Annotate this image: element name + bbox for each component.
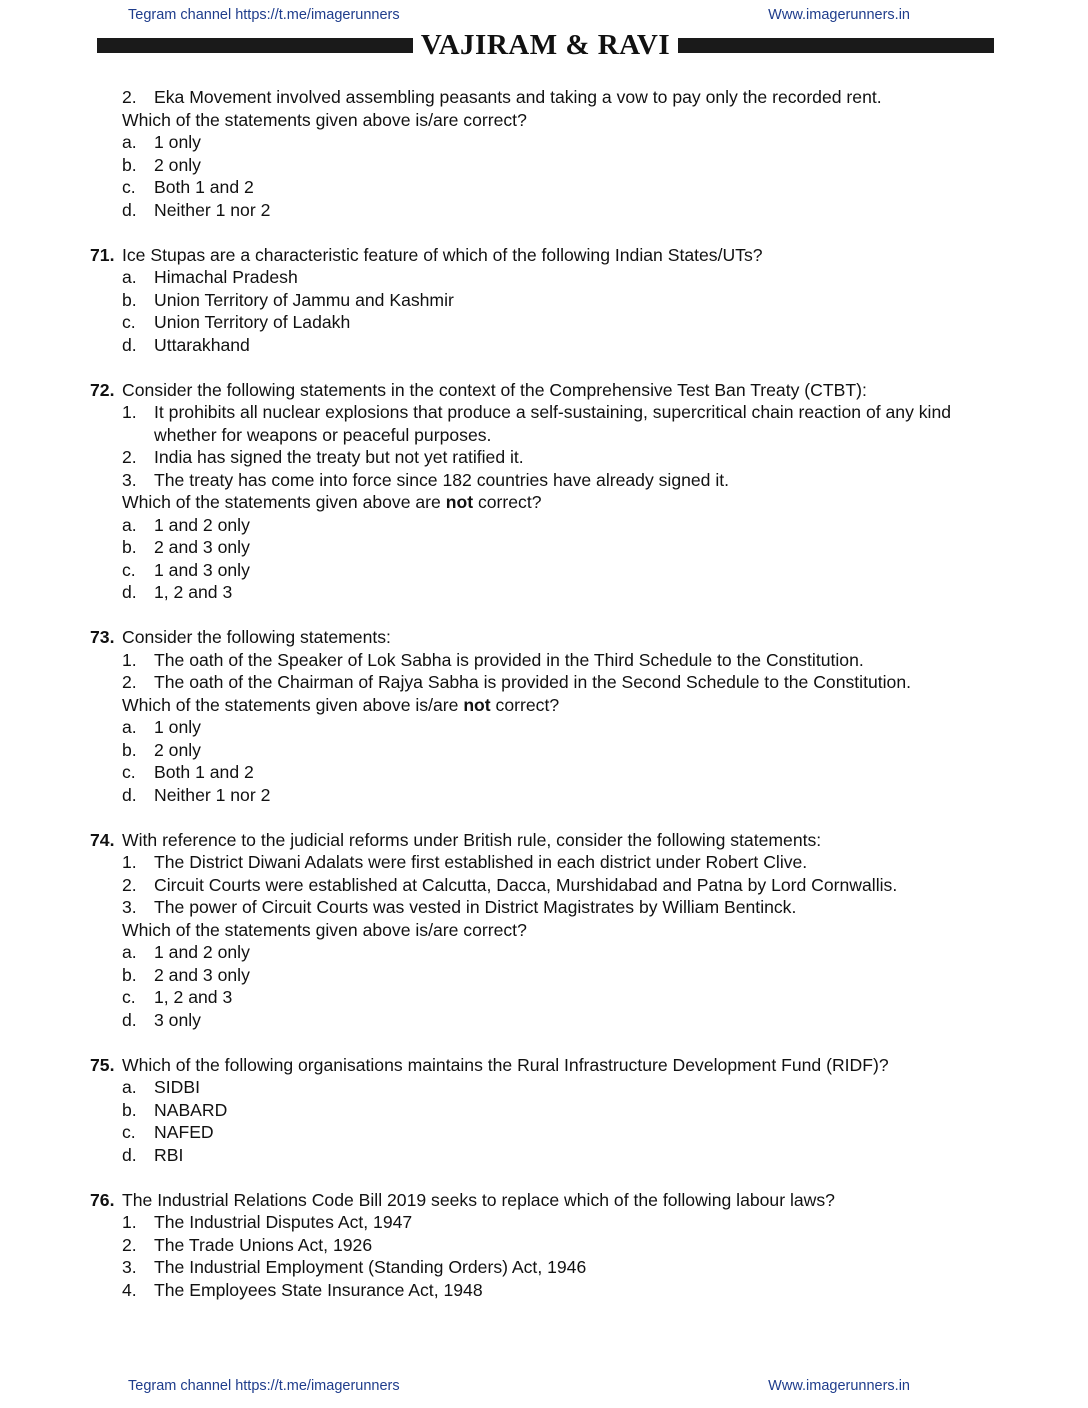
header-links xyxy=(128,7,910,23)
question-76 xyxy=(90,1189,1010,1302)
option: b. Union Territory of Jammu and Kashmir xyxy=(122,289,454,310)
website-link[interactable]: Www.imagerunners.in xyxy=(768,7,910,23)
statement: 3. The Industrial Employment (Standing Orders) Act, 1946 xyxy=(122,1257,587,1277)
statement: 2. India has signed the treaty but not yet ratified it. xyxy=(122,447,524,467)
option: b. 2 only xyxy=(122,154,201,175)
statement: 4. The Employees State Insurance Act, 1948 xyxy=(122,1279,483,1300)
statement: 3. The treaty has come into force since 182 countries have already signed it. xyxy=(122,469,730,490)
option: d. Neither 1 nor 2 xyxy=(122,784,271,805)
question-prompt: Which of the statements given above is/are correct? xyxy=(122,109,527,130)
question-stem xyxy=(90,1189,1010,1212)
question-75 xyxy=(90,1054,1010,1167)
banner-bar-right xyxy=(678,38,994,53)
option: c. Both 1 and 2 xyxy=(122,177,254,197)
question-73 xyxy=(90,626,1010,806)
banner-bar-left xyxy=(97,38,413,53)
telegram-link[interactable]: Tegram channel https://t.me/imagerunners xyxy=(128,7,400,23)
brand-title: VAJIRAM & RAVI xyxy=(420,29,671,61)
question-number: 71. xyxy=(90,244,115,265)
statement: 1. It prohibits all nuclear explosions that produce a self-sustaining, supercritical chain reaction of any kind whether for weapons or peaceful purposes. xyxy=(122,402,952,445)
question-text: Ice Stupas are a characteristic feature of which of the following Indian States/UTs? xyxy=(122,244,763,265)
option: d. Neither 1 nor 2 xyxy=(122,199,271,220)
option: c. NAFED xyxy=(122,1122,214,1142)
statement: 1. The Industrial Disputes Act, 1947 xyxy=(122,1212,413,1232)
footer-links xyxy=(128,1378,910,1394)
brand-banner xyxy=(97,30,994,60)
option: c. 1, 2 and 3 xyxy=(122,987,233,1007)
question-stem xyxy=(90,244,1010,267)
question-text: Consider the following statements: xyxy=(122,627,391,647)
question-prompt: Which of the statements given above are not correct? xyxy=(122,492,542,512)
website-link[interactable]: Www.imagerunners.in xyxy=(768,1378,910,1394)
question-number: 73. xyxy=(90,627,115,647)
question-text: Consider the following statements in the context of the Comprehensive Test Ban Treaty (CTBT): xyxy=(122,379,867,400)
option: a. 1 and 2 only xyxy=(122,942,250,962)
question-text: The Industrial Relations Code Bill 2019 seeks to replace which of the following labour laws? xyxy=(122,1189,835,1210)
statement: 3. The power of Circuit Courts was vested in District Magistrates by William Bentinck. xyxy=(122,897,797,917)
question-stem xyxy=(90,829,1010,852)
option: d. RBI xyxy=(122,1144,184,1165)
question-72 xyxy=(90,379,1010,604)
option: d. 3 only xyxy=(122,1009,201,1030)
question-71 xyxy=(90,244,1010,357)
option: a. Himachal Pradesh xyxy=(122,267,298,287)
question-70-continued xyxy=(90,86,1010,221)
option: c. Union Territory of Ladakh xyxy=(122,312,351,332)
option: a. 1 only xyxy=(122,132,201,152)
statement: 2. The Trade Unions Act, 1926 xyxy=(122,1234,373,1255)
statement: 2. Eka Movement involved assembling peasants and taking a vow to pay only the recorded rent. xyxy=(122,87,882,107)
emphasis-not: not xyxy=(445,492,474,512)
question-number: 74. xyxy=(90,829,115,850)
emphasis-not: not xyxy=(463,694,491,715)
option: a. 1 and 2 only xyxy=(122,514,250,535)
question-number: 72. xyxy=(90,379,115,400)
statement: 1. The District Diwani Adalats were first established in each district under Robert Clive. xyxy=(122,852,808,872)
option: c. Both 1 and 2 xyxy=(122,762,254,782)
option: b. 2 and 3 only xyxy=(122,537,250,557)
option: d. Uttarakhand xyxy=(122,334,250,355)
telegram-link[interactable]: Tegram channel https://t.me/imagerunners xyxy=(128,1378,400,1394)
question-74 xyxy=(90,829,1010,1032)
option: d. 1, 2 and 3 xyxy=(122,582,233,602)
question-stem xyxy=(90,379,1010,402)
option: a. SIDBI xyxy=(122,1077,200,1097)
statement: 2. Circuit Courts were established at Calcutta, Dacca, Murshidabad and Patna by Lord Cornwallis. xyxy=(122,874,898,895)
question-number: 75. xyxy=(90,1054,115,1075)
option: b. 2 and 3 only xyxy=(122,964,250,985)
option: a. 1 only xyxy=(122,717,201,737)
question-text: Which of the following organisations maintains the Rural Infrastructure Development Fund (RIDF)? xyxy=(122,1054,889,1075)
question-stem xyxy=(90,1054,1010,1077)
option: c. 1 and 3 only xyxy=(122,559,250,580)
question-content xyxy=(90,86,1010,1301)
statement: 1. The oath of the Speaker of Lok Sabha is provided in the Third Schedule to the Constitution. xyxy=(122,649,864,670)
question-prompt: Which of the statements given above is/are not correct? xyxy=(122,694,560,715)
question-stem xyxy=(90,626,1010,649)
question-prompt: Which of the statements given above is/are correct? xyxy=(122,919,527,940)
option: b. NABARD xyxy=(122,1099,228,1120)
statement: 2. The oath of the Chairman of Rajya Sabha is provided in the Second Schedule to the Constitution. xyxy=(122,672,912,692)
option: b. 2 only xyxy=(122,739,201,760)
question-number: 76. xyxy=(90,1189,115,1210)
question-text: With reference to the judicial reforms under British rule, consider the following statements: xyxy=(122,829,822,850)
